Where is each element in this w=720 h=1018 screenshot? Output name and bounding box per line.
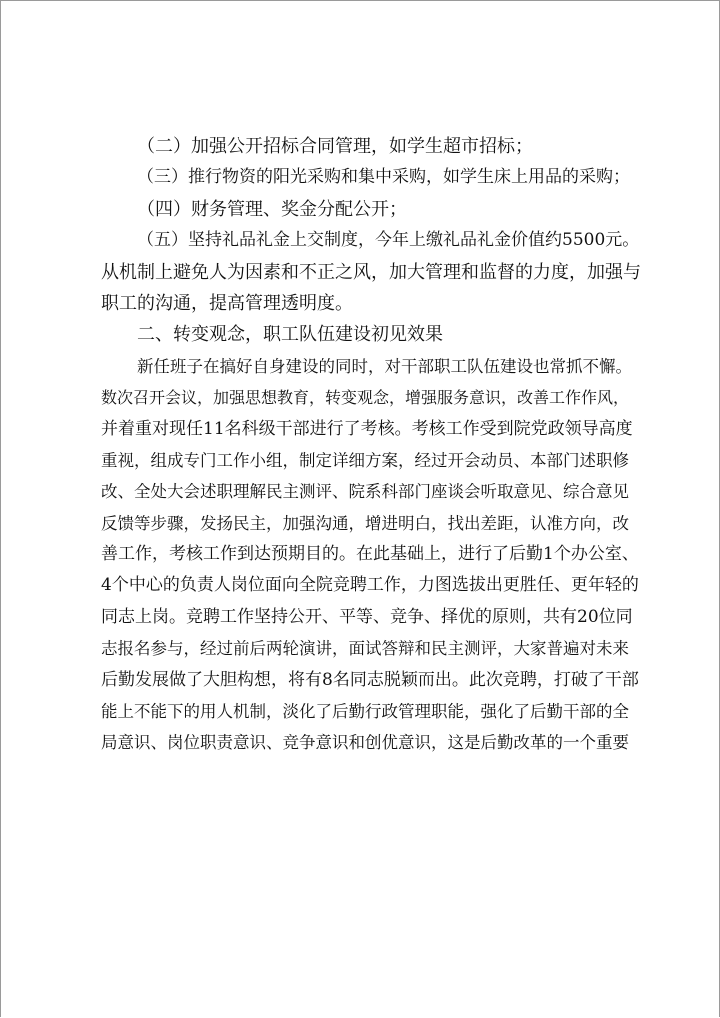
paragraph-line: 反馈等步骤，发扬民主，加强沟通，增进明白，找出差距，认准方向，改 xyxy=(101,513,629,533)
paragraph-line: 同志上岗。竞聘工作坚持公开、平等、竞争、择优的原则，共有20位同 xyxy=(101,606,633,627)
paragraph-line: 4个中心的负责人岗位面向全院竞聘工作，力图选拔出更胜任、更年轻的 xyxy=(101,575,639,596)
paragraph-line: 改、全处大会述职理解民主测评、院系科部门座谈会听取意见、综合意见 xyxy=(101,482,629,502)
list-item: （五）坚持礼品礼金上交制度，今年上缴礼品礼金价值约5500元。 xyxy=(137,230,640,251)
paragraph-line: 后勤发展做了大胆构想，将有8名同志脱颖而出。此次竞聘，打破了干部 xyxy=(101,669,639,690)
paragraph-line: 职工的沟通，提高管理透明度。 xyxy=(101,292,353,314)
paragraph-line: 能上不能下的用人机制，淡化了后勤行政管理职能，强化了后勤干部的全 xyxy=(101,702,629,722)
list-item: （二）加强公开招标合同管理，如学生超市招标； xyxy=(137,136,533,157)
paragraph-line: 新任班子在搞好自身建设的同时，对干部职工队伍建设也常抓不懈。 xyxy=(137,356,632,376)
list-item: （三）推行物资的阳光采购和集中采购，如学生床上用品的采购； xyxy=(137,167,630,188)
paragraph-line: 从机制上避免人为因素和不正之风，加大管理和监督的力度，加强与 xyxy=(101,261,641,283)
list-item: （四）财务管理、奖金分配公开； xyxy=(137,198,407,220)
paragraph-line: 并着重对现任11名科级干部进行了考核。考核工作受到院党政领导高度 xyxy=(101,418,633,439)
section-heading: 二、转变观念，职工队伍建设初见效果 xyxy=(137,324,443,346)
paragraph-line: 善工作，考核工作到达预期目的。在此基础上，进行了后勤1个办公室、 xyxy=(101,544,639,565)
paragraph-line: 局意识、岗位职责意识、竞争意识和创优意识，这是后勤改革的一个重要 xyxy=(101,733,629,753)
document-body xyxy=(101,131,641,759)
paragraph-line: 志报名参与，经过前后两轮演讲，面试答辩和民主测评，大家普遍对未来 xyxy=(101,639,629,659)
paragraph-line: 重视，组成专门工作小组，制定详细方案，经过开会动员、本部门述职修 xyxy=(101,450,629,470)
paragraph-line: 数次召开会议，加强思想教育，转变观念，增强服务意识，改善工作作风， xyxy=(101,388,630,408)
